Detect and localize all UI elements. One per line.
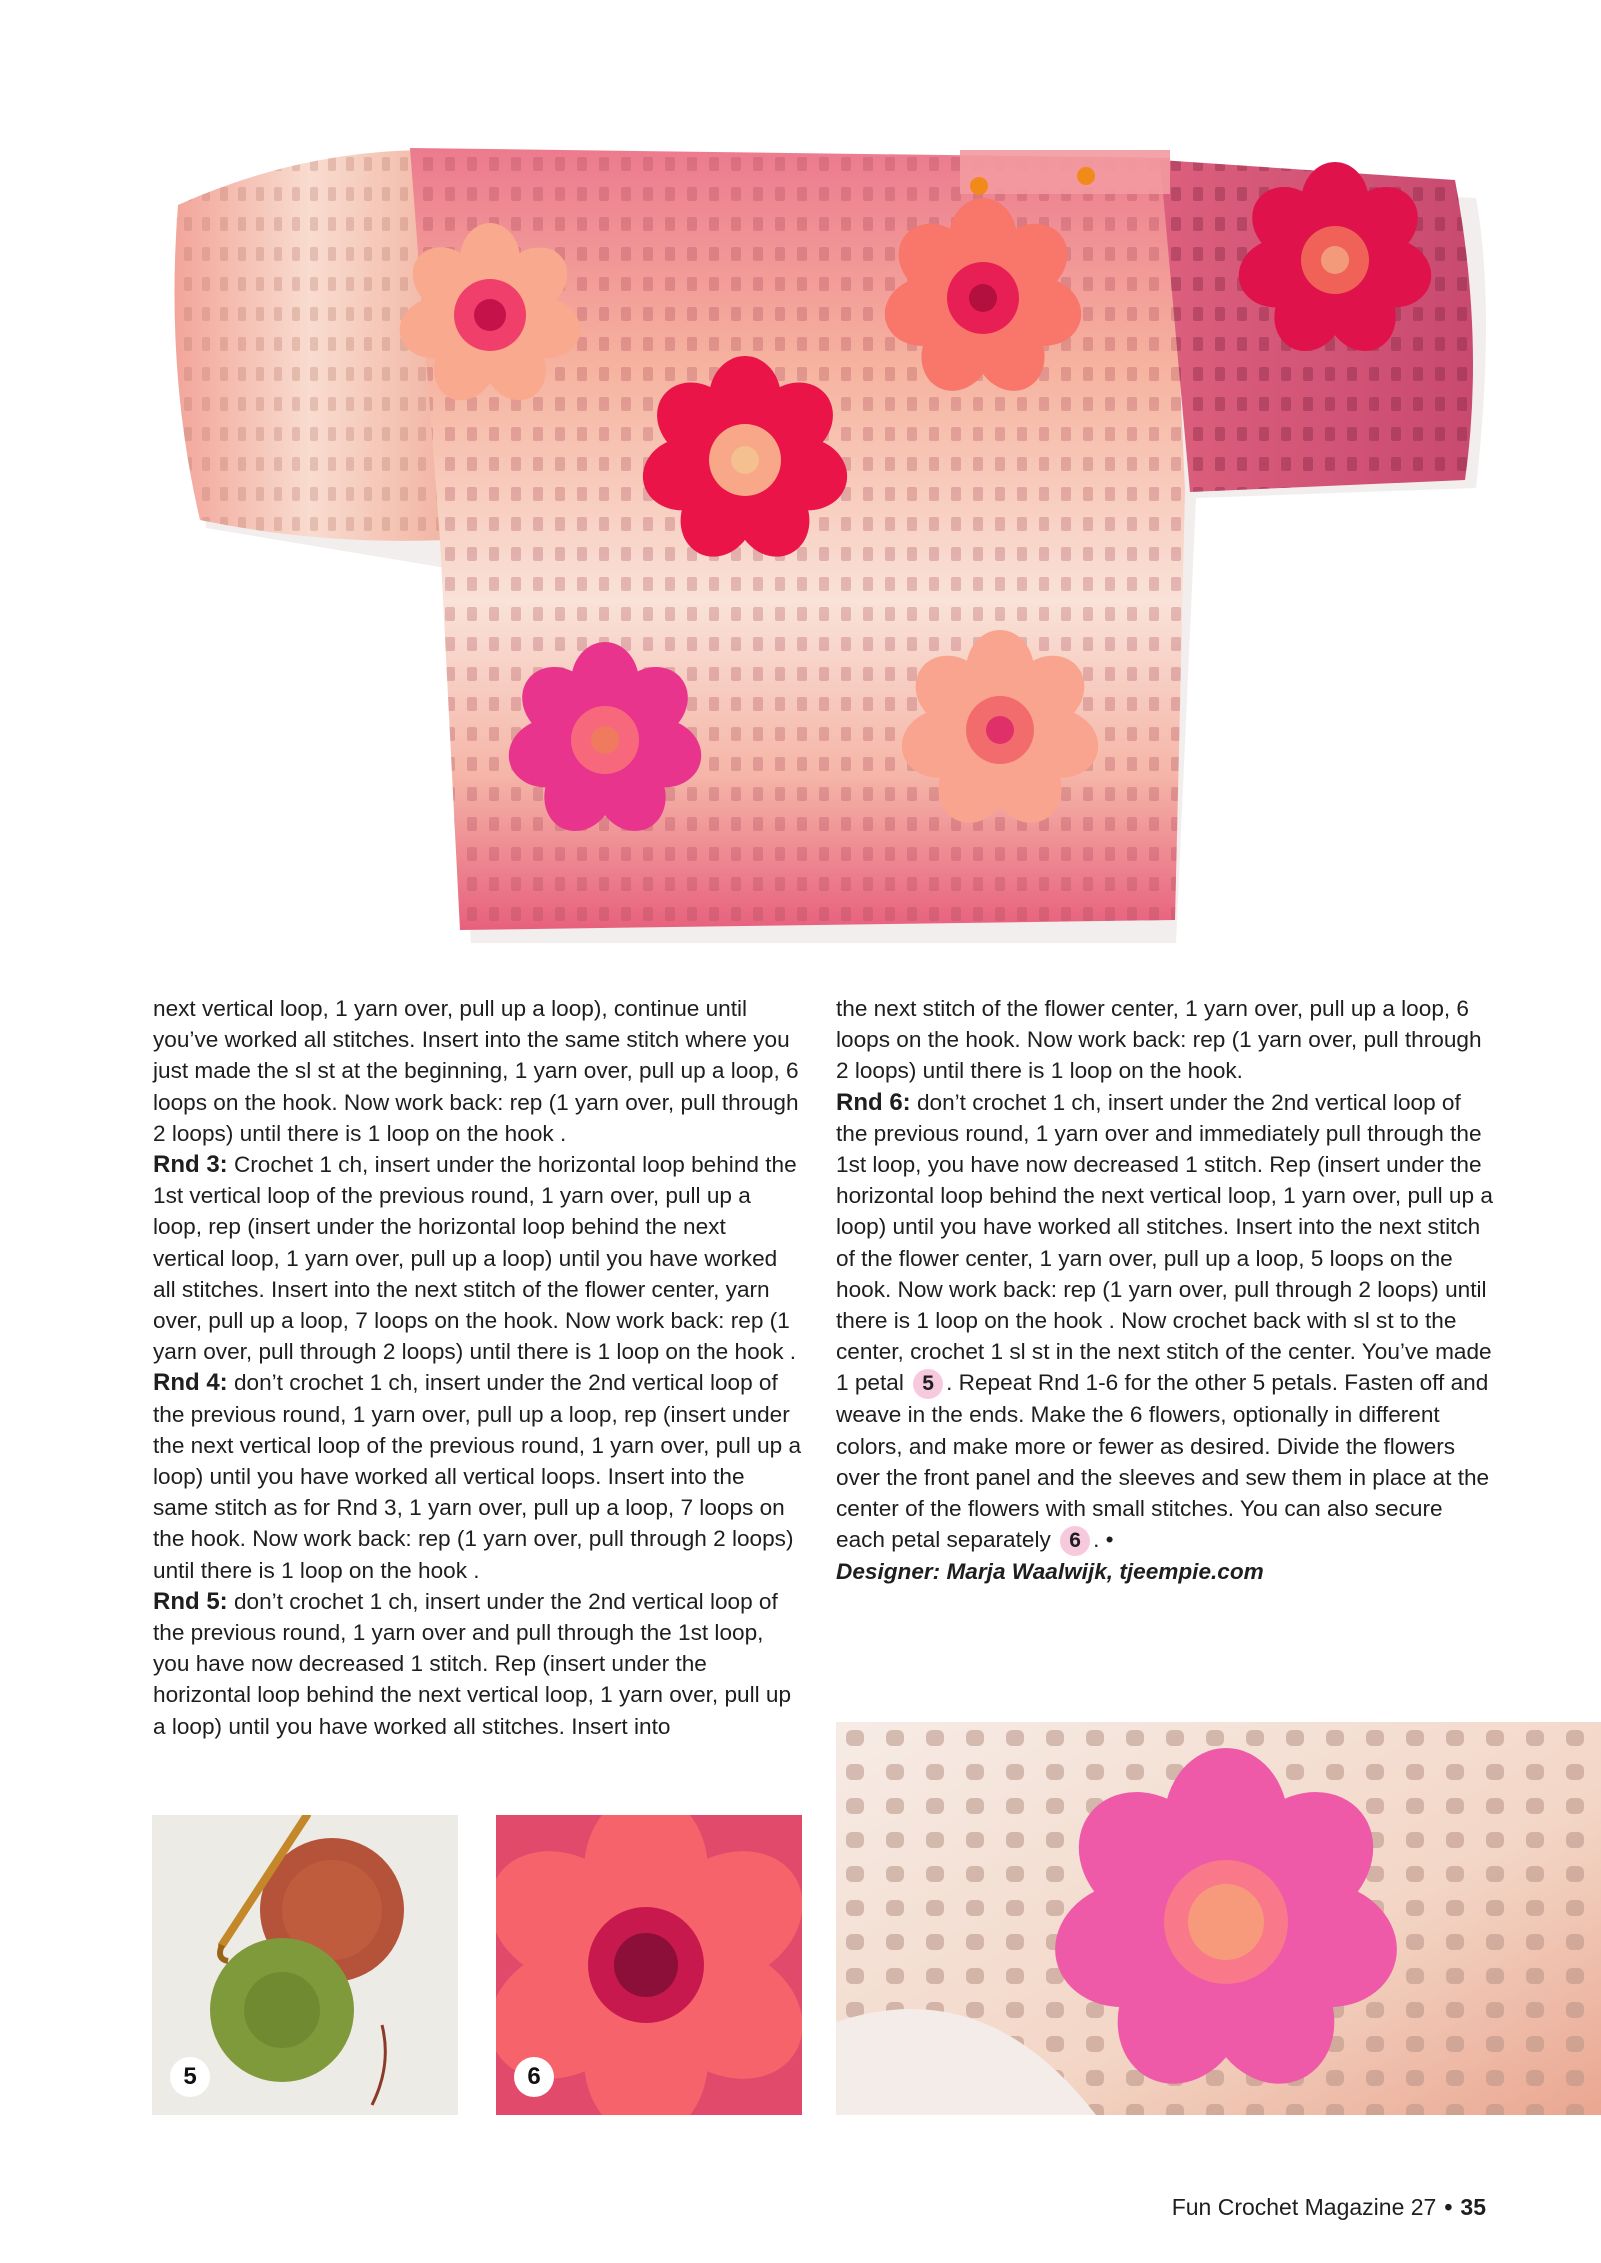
paragraph-rnd-5 [153,1586,803,1742]
step-reference-badge: 6 [1060,1526,1090,1556]
round-label: Rnd 3: [153,1151,228,1179]
paragraph-text: don’t crochet 1 ch, insert under the 2nd vertical loop of the previous round, 1 yarn over and immediately pull through the 1st loop, you have now decreased 1 stitch. Rep (insert under the horizontal loop behind the next vertical loop, 1 yarn over, pull up a loop) until you have worked all stitches. Insert into the next stitch of the flower center, 1 yarn over, pull up a loop, 5 loops on the hook. Now work back: rep (1 yarn over, pull through 2 loops) until there is 1 loop on the hook . Now crochet back with sl st to the center, crochet 1 sl st in the next stitch of the center. You’ve made 1 petal [836,1089,1493,1396]
magazine-name: Fun Crochet Magazine 27 [1171,2194,1437,2220]
photo-number-badge: 6 [514,2057,554,2097]
paragraph-rnd-4 [153,1367,803,1585]
paragraph [153,993,803,1149]
paragraph-text: don’t crochet 1 ch, insert under the 2nd vertical loop of the previous round, 1 yarn over, pull up a loop, rep (insert under the next vertical loop of the previous round, 1 yarn over, pull up a loop) until you have worked all vertical loops. Insert into the same stitch as for Rnd 3, 1 yarn over, pull up a loop, 7 loops on the hook. Now work back: rep (1 yarn over, pull through 2 loops) until there is 1 loop on the hook . [153,1370,802,1583]
instructions-right-column [836,993,1496,1588]
paragraph-rnd-6 [836,1087,1496,1557]
round-label: Rnd 4: [153,1369,228,1397]
paragraph-text: next vertical loop, 1 yarn over, pull up a loop), continue until you’ve worked all stitches. Insert into the same stitch where you just made the sl st at the beginning, 1 yarn over, pull up a loop, 6 loops on the hook. Now work back: rep (1 yarn over, pull through 2 loops) until there is 1 loop on the hook . [153,996,799,1146]
footer-separator: • [1444,2194,1453,2220]
paragraph-text: the next stitch of the flower center, 1 yarn over, pull up a loop, 6 loops on the hook. Now work back: rep (1 yarn over, pull through 2 loops) until there is 1 loop on the hook. [836,996,1482,1084]
sweater-photo [0,0,1601,975]
round-label: Rnd 6: [836,1088,911,1116]
paragraph-text: Crochet 1 ch, insert under the horizontal loop behind the 1st vertical loop of the previous round, 1 yarn over, pull up a loop, rep (insert under the horizontal loop behind the next vertical loop, 1 yarn over, pull up a loop) until you have worked all stitches. Insert into the next stitch of the flower center, yarn over, pull up a loop, 7 loops on the hook. Now work back: rep (1 yarn over, pull through 2 loops) until there is 1 loop on the hook . [153,1152,797,1365]
page-footer [1172,2194,1486,2221]
designer-credit: Designer: Marja Waalwijk, tjeempie.com [836,1559,1264,1585]
paragraph-text: don’t crochet 1 ch, insert under the 2nd vertical loop of the previous round, 1 yarn over and pull through the 1st loop, you have now decreased 1 stitch. Rep (insert under the horizontal loop behind the next vertical loop, 1 yarn over, pull up a loop) until you have worked all stitches. Insert into [153,1588,792,1739]
step-6-photo [496,1815,802,2115]
round-label: Rnd 5: [153,1587,228,1615]
paragraph-text: . Repeat Rnd 1-6 for the other 5 petals. Fasten off and weave in the ends. Make the 6 flowers, optionally in different colors, and make more or fewer as desired. Divide the flowers over the front panel and the sleeves and sew them in place at the center of the flowers with small stitches. You can also secure each petal separately [836,1370,1490,1553]
step-reference-badge: 5 [913,1369,943,1399]
end-mark: . • [1093,1527,1114,1553]
step-5-photo [152,1815,458,2115]
page-number: 35 [1460,2194,1486,2220]
paragraph [836,993,1496,1087]
button-icon [970,177,988,195]
instructions-left-column [153,993,803,1742]
flower-detail-photo [836,1722,1601,2115]
button-icon [1077,167,1095,185]
photo-number-badge: 5 [170,2057,210,2097]
paragraph-rnd-3 [153,1149,803,1367]
